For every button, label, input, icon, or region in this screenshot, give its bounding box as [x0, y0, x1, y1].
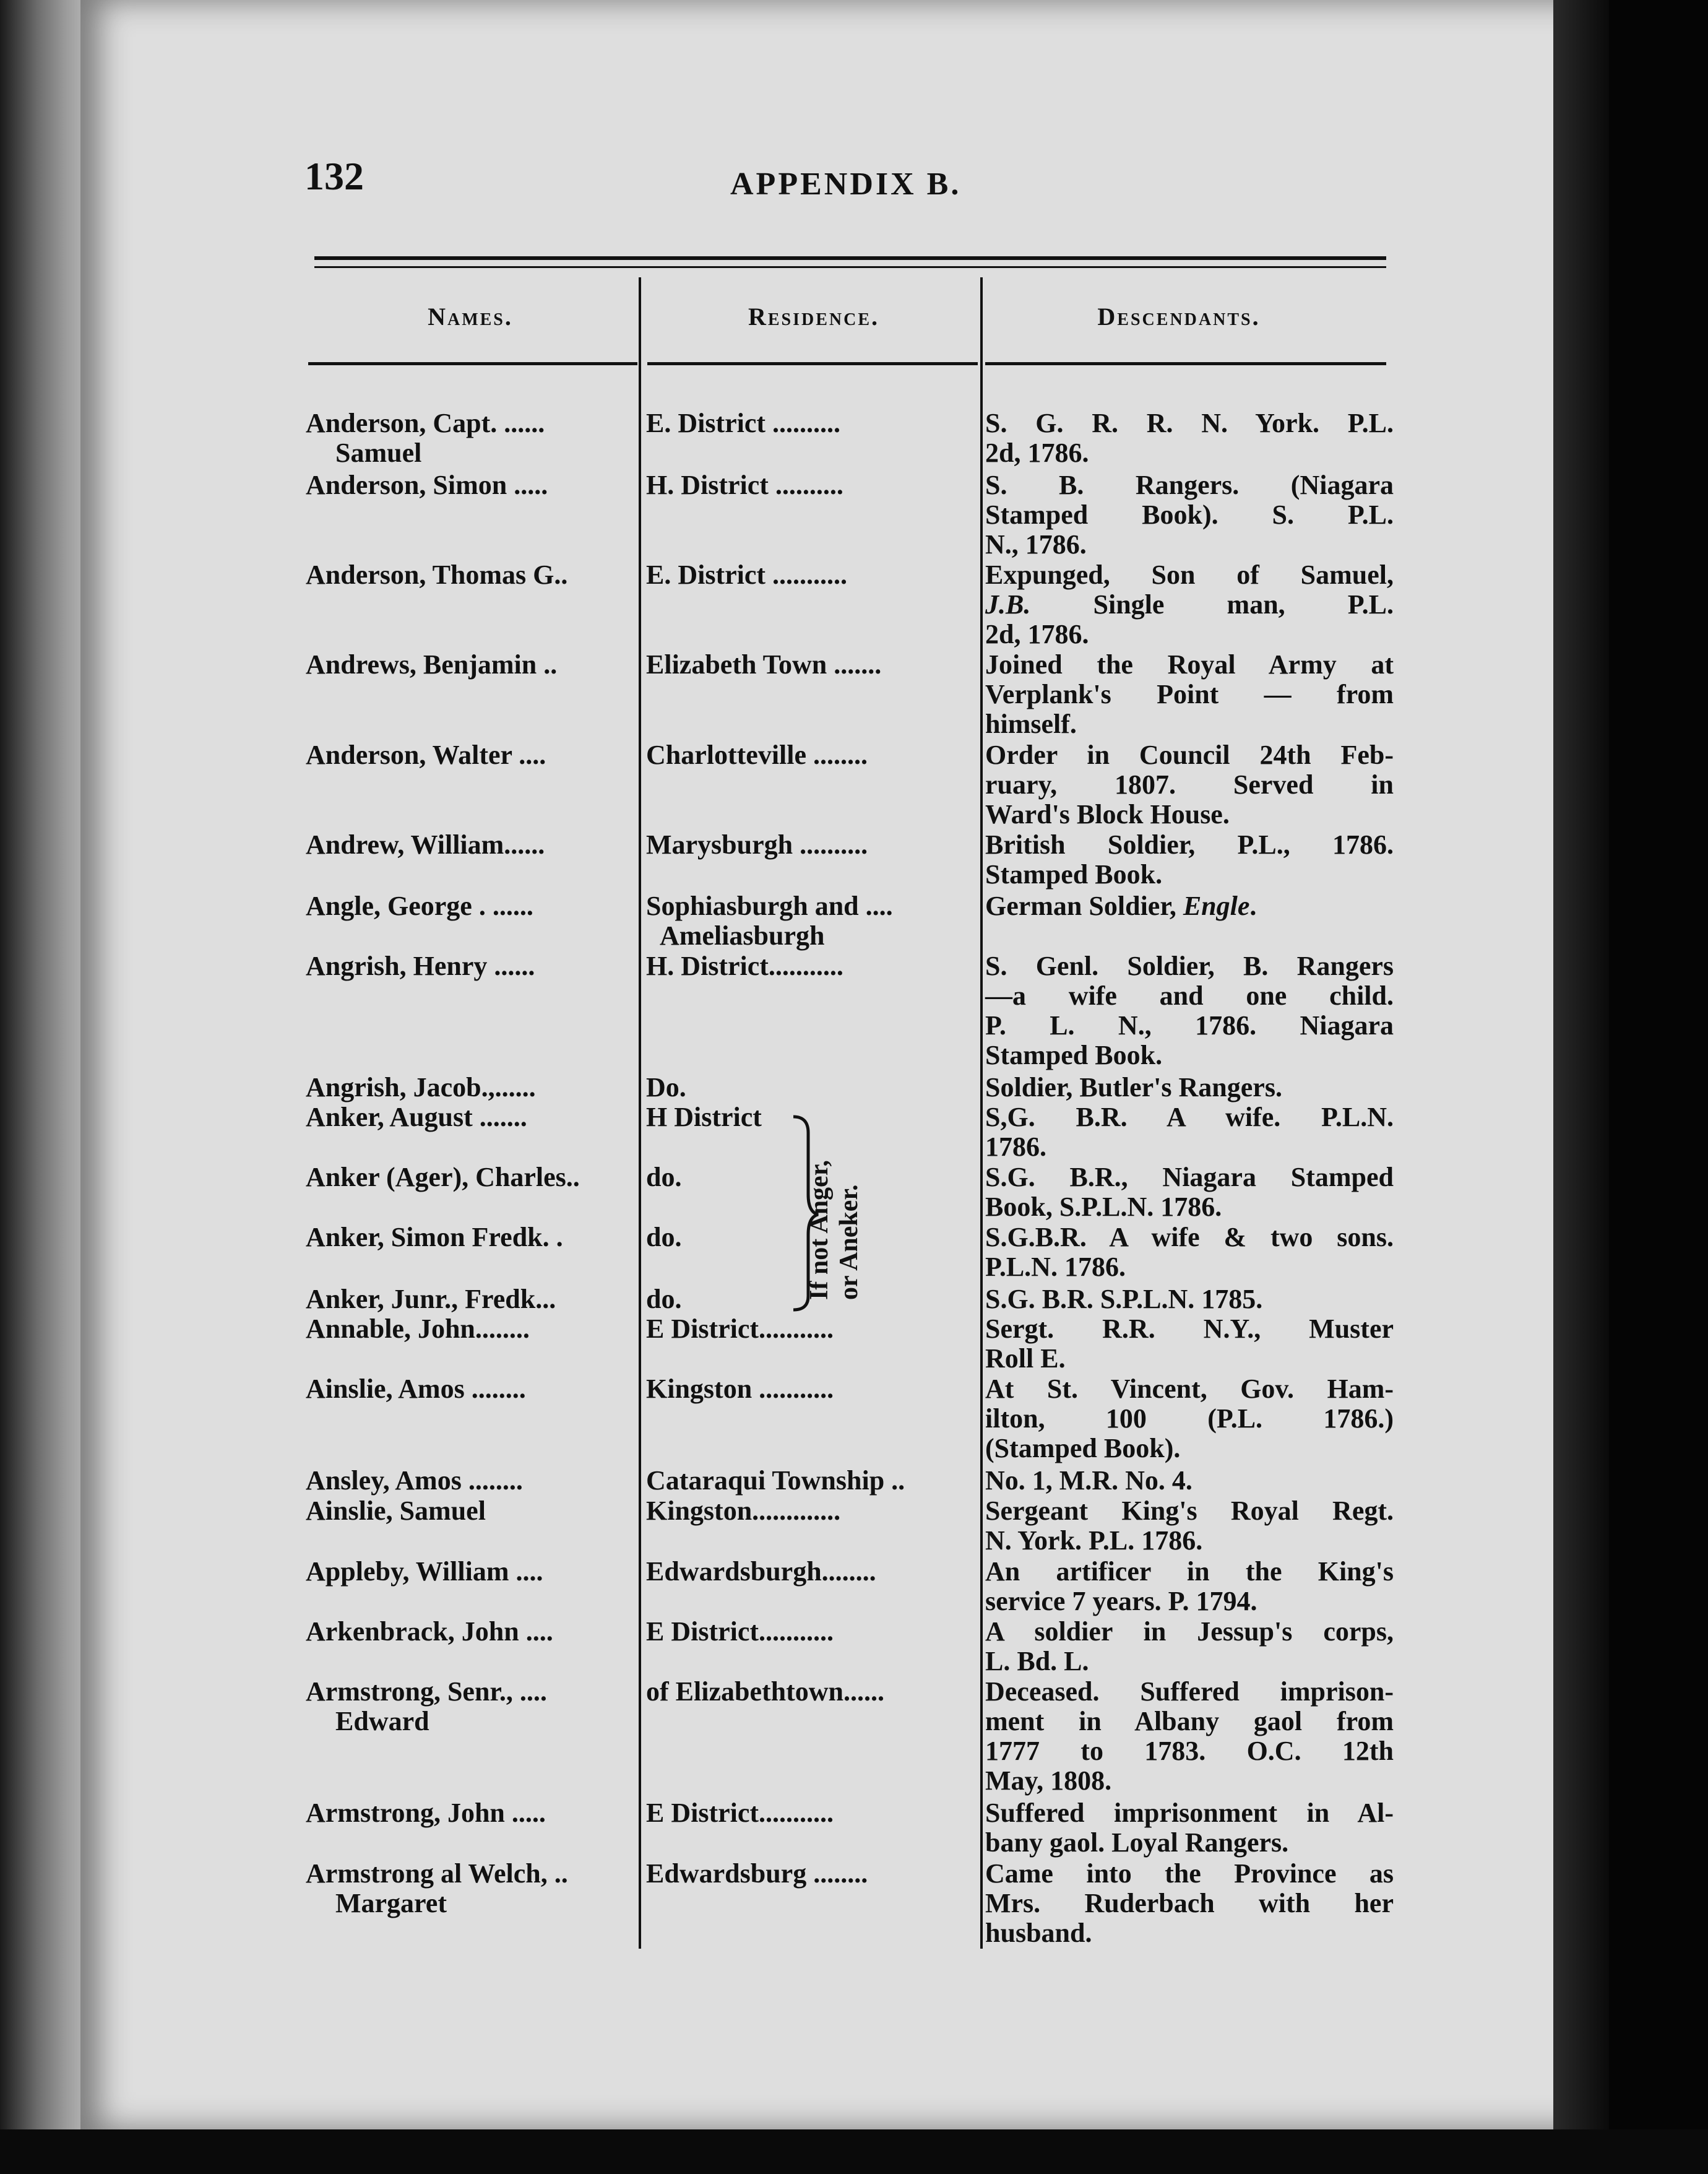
table-row-name-line: Anker, August ....... — [306, 1102, 527, 1132]
table-row-descendants-line: 1786. — [985, 1132, 1046, 1162]
table-row-name-line: Anker (Ager), Charles.. — [306, 1162, 580, 1192]
table-row-name-line: Arkenbrack, John .... — [306, 1616, 553, 1647]
table-row-residence-line: Kingston ........... — [646, 1374, 834, 1404]
table-row-name-line: Armstrong, John ..... — [306, 1798, 546, 1828]
table-row-name-line: Ansley, Amos ........ — [306, 1465, 523, 1496]
table-row-descendants — [985, 891, 1394, 921]
table-row-descendants-line: P. L. N., 1786. Niagara — [985, 1010, 1394, 1041]
table-row-residence-line: of Elizabethtown...... — [646, 1676, 884, 1707]
table-row-residence — [646, 740, 868, 770]
table-row-residence — [646, 1163, 681, 1192]
table-row-name-line: Anderson, Simon ..... — [306, 470, 548, 500]
table-row-descendants-line: Soldier, Butler's Rangers. — [985, 1072, 1282, 1102]
table-row-residence-line: do. — [646, 1222, 682, 1252]
table-row-descendants-line: S.G. B.R., Niagara Stamped — [985, 1162, 1394, 1192]
table-row-name — [306, 1466, 523, 1496]
table-row-residence — [646, 1557, 876, 1587]
table-row-name — [306, 1617, 553, 1647]
table-row-descendants — [985, 470, 1394, 560]
table-row-descendants-line: At St. Vincent, Gov. Ham- — [985, 1374, 1394, 1404]
table-row-descendants-line: Sergt. R.R. N.Y., Muster — [985, 1314, 1394, 1344]
table-row-name — [306, 891, 533, 921]
table-row-name-line: Anderson, Walter .... — [306, 740, 546, 770]
table-row-name — [306, 470, 548, 500]
table-row-residence-line: E District........... — [646, 1314, 834, 1344]
table-row-residence — [646, 1102, 762, 1132]
table-row-residence — [646, 1859, 868, 1889]
table-row-name — [306, 409, 545, 468]
table-row-descendants — [985, 951, 1394, 1070]
table-row-residence-line: Kingston............. — [646, 1496, 841, 1526]
table-row-residence — [646, 1496, 840, 1526]
table-row-descendants — [985, 1073, 1394, 1102]
table-row-residence — [646, 1617, 834, 1647]
column-header-names: Names. — [428, 303, 513, 331]
table-row-residence — [646, 1466, 905, 1496]
header-rule-names — [308, 362, 637, 365]
table-row-descendants-line: Book, S.P.L.N. 1786. — [985, 1192, 1222, 1222]
column-divider-2 — [980, 277, 983, 1949]
page-number: 132 — [304, 154, 364, 198]
table-row-descendants-line: No. 1, M.R. No. 4. — [985, 1465, 1193, 1496]
table-row-residence-line: H. District........... — [646, 951, 843, 981]
table-row-descendants — [985, 1163, 1394, 1222]
table-row-descendants-line: 1777 to 1783. O.C. 12th — [985, 1736, 1394, 1766]
table-row-name-line: Armstrong, Senr., .... — [306, 1676, 547, 1707]
table-row-name — [306, 1223, 563, 1252]
table-row-descendants-line: British Soldier, P.L., 1786. — [985, 829, 1394, 860]
table-row-descendants-line: Ward's Block House. — [985, 799, 1230, 829]
table-row-residence-line: Edwardsburg ........ — [646, 1858, 868, 1889]
table-row-residence — [646, 1284, 681, 1314]
table-row-residence-line: do. — [646, 1162, 682, 1192]
table-row-descendants-line: Joined the Royal Army at — [985, 649, 1394, 680]
table-row-residence-line: H. District .......... — [646, 470, 843, 500]
table-row-name — [306, 1284, 556, 1314]
table-row-name — [306, 1677, 547, 1736]
table-row-name-line: Angle, George . ...... — [306, 891, 533, 921]
table-row-name — [306, 1496, 486, 1526]
table-row-descendants-line: N. York. P.L. 1786. — [985, 1525, 1203, 1556]
table-row-descendants-line: ilton, 100 (P.L. 1786.) — [985, 1403, 1394, 1434]
table-row-residence-line: Charlotteville ........ — [646, 740, 868, 770]
table-row-descendants-line: S. B. Rangers. (Niagara — [985, 470, 1394, 500]
table-row-descendants — [985, 1496, 1394, 1556]
table-row-descendants — [985, 1102, 1394, 1162]
table-row-residence-line: Edwardsburgh........ — [646, 1556, 876, 1587]
table-row-residence-line: E. District ........... — [646, 560, 848, 590]
table-row-descendants-line: An artificer in the King's — [985, 1556, 1394, 1587]
table-row-residence-line: Cataraqui Township .. — [646, 1465, 905, 1496]
table-row-name — [306, 650, 557, 680]
table-row-name — [306, 740, 546, 770]
table-row-name — [306, 1073, 536, 1102]
table-row-residence-line: H District — [646, 1102, 762, 1132]
table-row-name-line: Andrew, William...... — [306, 829, 545, 860]
table-row-descendants-line: Came into the Province as — [985, 1858, 1394, 1889]
table-row-descendants — [985, 740, 1394, 829]
table-row-name — [306, 951, 535, 981]
table-row-descendants — [985, 1798, 1394, 1858]
header-rule-descendants — [985, 362, 1386, 365]
table-row-name-line: Ainslie, Amos ........ — [306, 1374, 526, 1404]
table-row-name — [306, 1557, 543, 1587]
table-row-descendants-line: —a wife and one child. — [985, 981, 1394, 1011]
brace-note-line-1: If not Anger, — [805, 1160, 834, 1300]
table-row-name-line: Ainslie, Samuel — [306, 1496, 486, 1526]
table-row-descendants-line: service 7 years. P. 1794. — [985, 1586, 1257, 1616]
table-row-descendants-line: Roll E. — [985, 1343, 1066, 1374]
table-row-descendants — [985, 1859, 1394, 1948]
table-row-name-line: Margaret — [335, 1888, 447, 1918]
table-row-residence — [646, 560, 847, 590]
page-right-edge — [1553, 0, 1609, 2174]
table-row-descendants — [985, 1677, 1394, 1796]
table-row-name-line: Armstrong al Welch, .. — [306, 1858, 568, 1889]
table-row-residence — [646, 891, 893, 951]
table-row-descendants-line: Sergeant King's Royal Regt. — [985, 1496, 1394, 1526]
table-row-residence — [646, 470, 843, 500]
table-row-descendants-line: ruary, 1807. Served in — [985, 769, 1394, 800]
table-row-name-line: Annable, John........ — [306, 1314, 530, 1344]
table-row-name — [306, 1314, 530, 1344]
table-row-descendants — [985, 1314, 1394, 1374]
table-row-name-line: Anderson, Capt. ...... — [306, 408, 545, 438]
table-row-residence — [646, 1374, 834, 1404]
table-row-residence — [646, 1223, 681, 1252]
table-row-name — [306, 560, 567, 590]
table-row-descendants-line: Stamped Book. — [985, 1040, 1163, 1070]
table-row-descendants-line: Suffered imprisonment in Al- — [985, 1798, 1394, 1828]
column-divider-1 — [639, 277, 641, 1949]
table-row-residence-line: Elizabeth Town ....... — [646, 649, 882, 680]
table-row-descendants-line: S. G. R. R. N. York. P.L. — [985, 408, 1394, 438]
table-row-descendants-line: S.G.B.R. A wife & two sons. — [985, 1222, 1394, 1252]
table-row-descendants-line: N., 1786. — [985, 529, 1087, 560]
table-row-descendants-line: Order in Council 24th Feb- — [985, 740, 1394, 770]
table-row-descendants — [985, 1374, 1394, 1463]
table-row-descendants — [985, 830, 1394, 890]
table-row-descendants-line: German Soldier, Engle. — [985, 891, 1257, 921]
table-row-residence-line: do. — [646, 1284, 682, 1314]
top-rule-thick — [314, 256, 1386, 260]
table-row-residence — [646, 650, 881, 680]
table-row-descendants-line: (Stamped Book). — [985, 1433, 1181, 1463]
table-row-residence — [646, 830, 868, 860]
header-rule-residence — [647, 362, 978, 365]
table-row-descendants-line: Stamped Book). S. P.L. — [985, 500, 1394, 530]
table-row-descendants — [985, 560, 1394, 649]
table-row-name — [306, 1859, 568, 1918]
table-row-name — [306, 830, 545, 860]
table-row-residence-line: Ameliasburgh — [660, 920, 825, 951]
table-row-descendants-line: P.L.N. 1786. — [985, 1252, 1126, 1282]
table-row-residence-line: Do. — [646, 1072, 686, 1102]
table-row-name-line: Anderson, Thomas G.. — [306, 560, 568, 590]
book-binding-edge — [0, 0, 93, 2174]
table-row-residence — [646, 1798, 834, 1828]
table-row-name — [306, 1374, 526, 1404]
table-row-descendants — [985, 1617, 1394, 1676]
table-row-name-line: Angrish, Jacob.,...... — [306, 1072, 536, 1102]
running-head: APPENDIX B. — [730, 167, 962, 202]
table-row-descendants-line: A soldier in Jessup's corps, — [985, 1616, 1394, 1647]
table-row-residence-line: E District........... — [646, 1616, 834, 1647]
table-row-descendants-line: Mrs. Ruderbach with her — [985, 1888, 1394, 1918]
table-row-name — [306, 1163, 580, 1192]
table-row-descendants-line: J.B. Single man, P.L. — [985, 589, 1394, 620]
table-row-descendants-line: 2d, 1786. — [985, 438, 1089, 468]
table-row-residence — [646, 1073, 686, 1102]
brace-note-line-2: or Aneker. — [835, 1184, 863, 1300]
table-row-residence-line: Marysburgh .......... — [646, 829, 868, 860]
table-row-residence — [646, 1314, 834, 1344]
table-row-descendants-line: ment in Albany gaol from — [985, 1706, 1394, 1736]
table-row-name-line: Andrews, Benjamin .. — [306, 649, 558, 680]
table-row-name-line: Appleby, William .... — [306, 1556, 543, 1587]
table-row-descendants-line: bany gaol. Loyal Rangers. — [985, 1827, 1289, 1858]
table-row-descendants — [985, 1223, 1394, 1282]
table-row-descendants-line: Verplank's Point — from — [985, 679, 1394, 709]
page-bottom-edge — [0, 2129, 1708, 2174]
table-row-residence-line: E District........... — [646, 1798, 834, 1828]
table-row-descendants — [985, 1557, 1394, 1616]
table-row-descendants-line: S,G. B.R. A wife. P.L.N. — [985, 1102, 1394, 1132]
table-row-descendants-line: S. Genl. Soldier, B. Rangers — [985, 951, 1394, 981]
table-row-name — [306, 1102, 527, 1132]
table-row-descendants — [985, 409, 1394, 468]
table-row-descendants — [985, 1466, 1394, 1496]
top-rule-thin — [314, 266, 1386, 268]
table-row-name-line: Samuel — [335, 438, 422, 468]
column-header-residence: Residence. — [748, 303, 880, 331]
table-row-descendants-line: Deceased. Suffered imprison- — [985, 1676, 1394, 1707]
column-header-descendants: Descendants. — [1097, 303, 1261, 331]
table-row-descendants — [985, 650, 1394, 739]
table-row-descendants-line: Expunged, Son of Samuel, — [985, 560, 1394, 590]
table-row-descendants-line: 2d, 1786. — [985, 619, 1089, 649]
table-row-name-line: Angrish, Henry ...... — [306, 951, 535, 981]
table-row-descendants-line: L. Bd. L. — [985, 1646, 1089, 1676]
table-row-name-line: Anker, Simon Fredk. . — [306, 1222, 563, 1252]
table-row-residence-line: E. District .......... — [646, 408, 841, 438]
table-row-name-line: Anker, Junr., Fredk... — [306, 1284, 556, 1314]
table-row-name — [306, 1798, 546, 1828]
table-row-residence-line: Sophiasburgh and .... — [646, 891, 893, 921]
table-row-residence — [646, 951, 843, 981]
table-row-descendants-line: himself. — [985, 709, 1077, 739]
table-row-descendants-line: S.G. B.R. S.P.L.N. 1785. — [985, 1284, 1263, 1314]
brace-note-text — [804, 1160, 864, 1300]
table-row-residence — [646, 409, 840, 438]
table-row-descendants-line: May, 1808. — [985, 1765, 1112, 1796]
table-row-name-line: Edward — [335, 1706, 429, 1736]
table-row-descendants-line: husband. — [985, 1918, 1092, 1948]
table-row-residence — [646, 1677, 884, 1707]
table-row-descendants-line: Stamped Book. — [985, 859, 1163, 890]
table-row-descendants — [985, 1284, 1394, 1314]
